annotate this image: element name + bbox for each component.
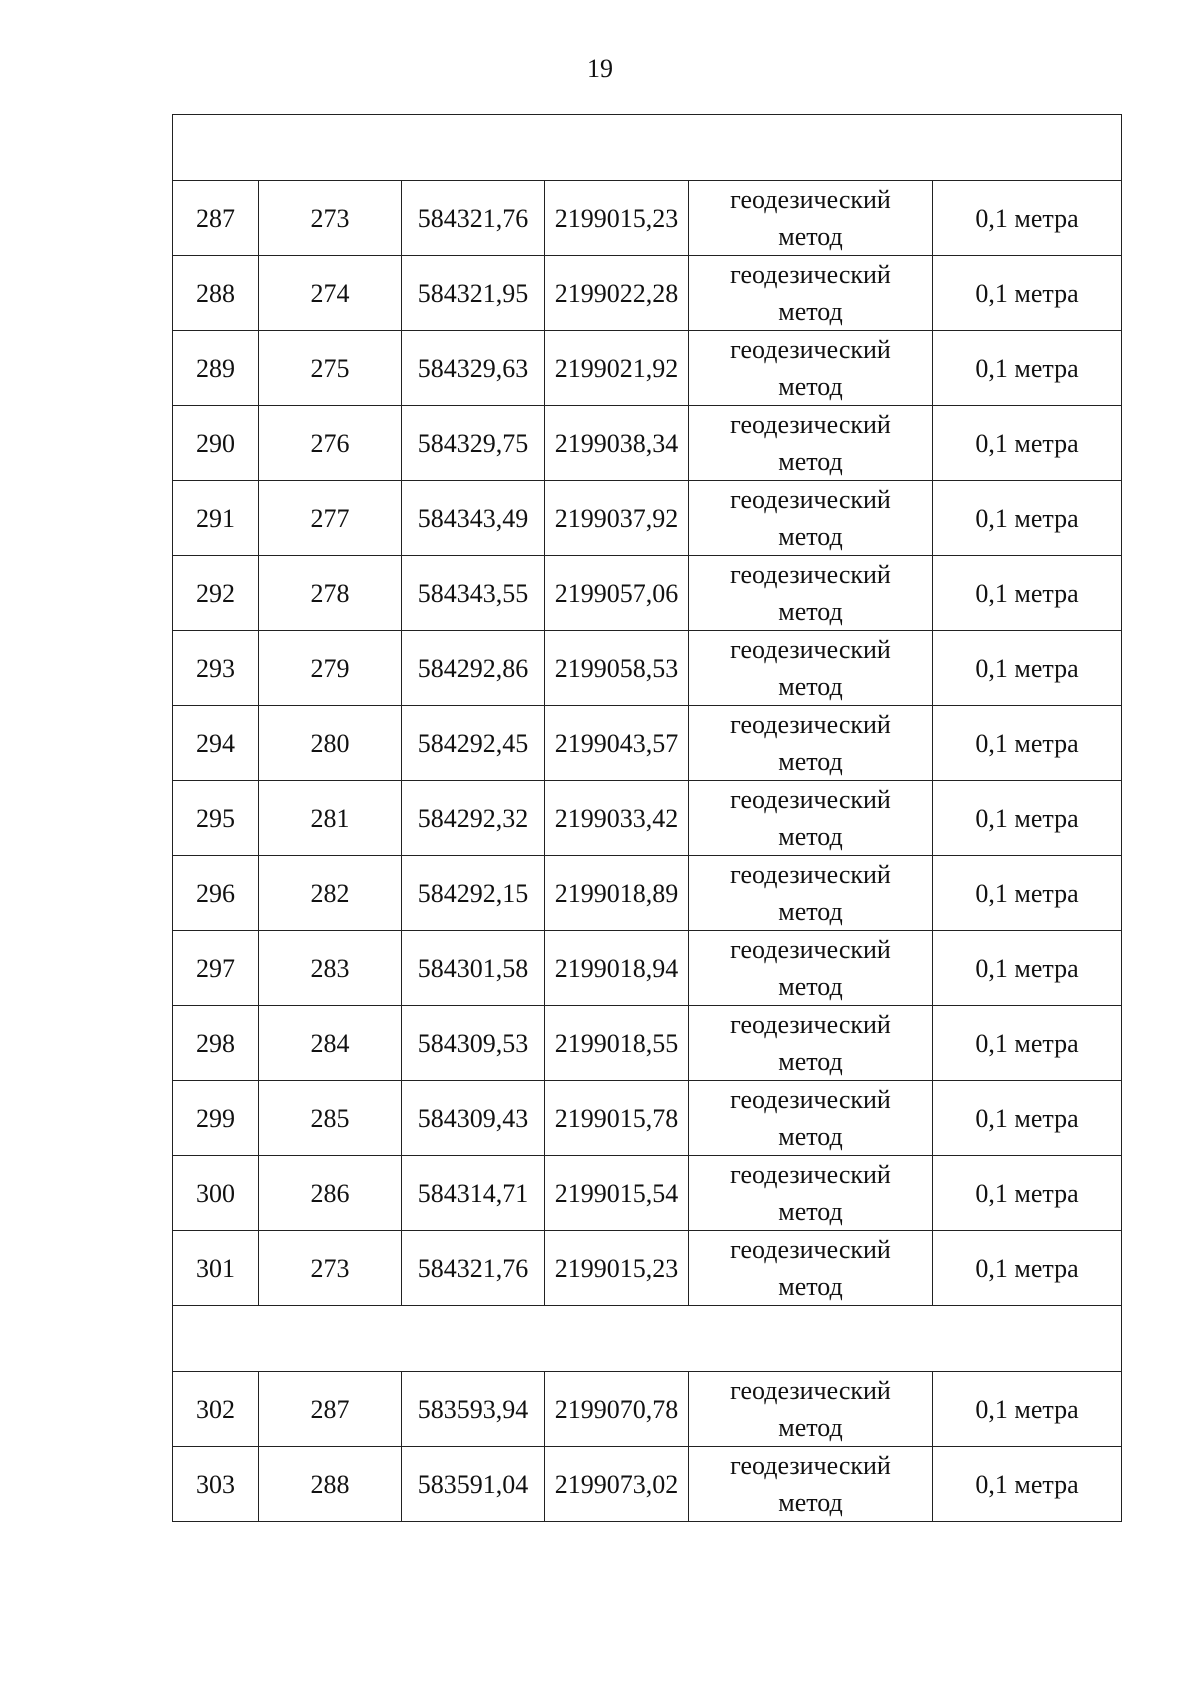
table-row	[173, 406, 1122, 481]
cell-row-number: 292	[173, 556, 259, 631]
table-row	[173, 781, 1122, 856]
method-line-1: геодезический	[730, 560, 891, 589]
method-line-1: геодезический	[730, 935, 891, 964]
method-line-2: метод	[778, 297, 843, 326]
cell-row-number: 298	[173, 1006, 259, 1081]
method-line-1: геодезический	[730, 785, 891, 814]
cell-row-number: 295	[173, 781, 259, 856]
section-separator-cell	[173, 115, 1122, 181]
cell-y-coordinate: 2199033,42	[545, 781, 689, 856]
cell-method	[689, 1081, 933, 1156]
table-row	[173, 1006, 1122, 1081]
page-number: 19	[587, 54, 613, 83]
cell-y-coordinate: 2199070,78	[545, 1372, 689, 1447]
cell-y-coordinate: 2199015,54	[545, 1156, 689, 1231]
cell-accuracy: 0,1 метра	[933, 1081, 1122, 1156]
cell-y-coordinate: 2199015,23	[545, 181, 689, 256]
method-line-2: метод	[778, 897, 843, 926]
method-line-2: метод	[778, 1197, 843, 1226]
cell-row-number: 293	[173, 631, 259, 706]
cell-row-number: 290	[173, 406, 259, 481]
cell-y-coordinate: 2199018,89	[545, 856, 689, 931]
cell-row-number: 300	[173, 1156, 259, 1231]
method-line-2: метод	[778, 1488, 843, 1517]
cell-point-number: 273	[259, 1231, 402, 1306]
cell-accuracy: 0,1 метра	[933, 331, 1122, 406]
cell-accuracy: 0,1 метра	[933, 256, 1122, 331]
cell-point-number: 279	[259, 631, 402, 706]
cell-point-number: 273	[259, 181, 402, 256]
cell-x-coordinate: 584292,15	[402, 856, 545, 931]
method-line-2: метод	[778, 972, 843, 1001]
cell-x-coordinate: 584329,63	[402, 331, 545, 406]
table-row	[173, 1081, 1122, 1156]
method-line-1: геодезический	[730, 185, 891, 214]
cell-y-coordinate: 2199037,92	[545, 481, 689, 556]
cell-method	[689, 556, 933, 631]
table-row	[173, 256, 1122, 331]
method-line-2: метод	[778, 597, 843, 626]
coordinates-table-body	[173, 115, 1122, 1522]
cell-accuracy: 0,1 метра	[933, 1156, 1122, 1231]
cell-y-coordinate: 2199043,57	[545, 706, 689, 781]
cell-accuracy: 0,1 метра	[933, 781, 1122, 856]
cell-point-number: 286	[259, 1156, 402, 1231]
cell-accuracy: 0,1 метра	[933, 481, 1122, 556]
method-line-1: геодезический	[730, 335, 891, 364]
cell-row-number: 291	[173, 481, 259, 556]
cell-method	[689, 1447, 933, 1522]
table-row	[173, 856, 1122, 931]
method-line-2: метод	[778, 447, 843, 476]
cell-accuracy: 0,1 метра	[933, 931, 1122, 1006]
cell-x-coordinate: 583593,94	[402, 1372, 545, 1447]
cell-method	[689, 781, 933, 856]
cell-accuracy: 0,1 метра	[933, 181, 1122, 256]
cell-x-coordinate: 584321,76	[402, 1231, 545, 1306]
method-line-2: метод	[778, 672, 843, 701]
cell-row-number: 288	[173, 256, 259, 331]
cell-y-coordinate: 2199015,23	[545, 1231, 689, 1306]
cell-x-coordinate: 584314,71	[402, 1156, 545, 1231]
cell-point-number: 287	[259, 1372, 402, 1447]
cell-method	[689, 481, 933, 556]
cell-row-number: 302	[173, 1372, 259, 1447]
table-row	[173, 481, 1122, 556]
cell-method	[689, 631, 933, 706]
method-line-1: геодезический	[730, 860, 891, 889]
cell-point-number: 278	[259, 556, 402, 631]
cell-x-coordinate: 584309,53	[402, 1006, 545, 1081]
cell-y-coordinate: 2199021,92	[545, 331, 689, 406]
cell-x-coordinate: 584321,76	[402, 181, 545, 256]
cell-point-number: 288	[259, 1447, 402, 1522]
method-line-1: геодезический	[730, 260, 891, 289]
cell-row-number: 296	[173, 856, 259, 931]
table-row	[173, 331, 1122, 406]
cell-y-coordinate: 2199015,78	[545, 1081, 689, 1156]
cell-point-number: 277	[259, 481, 402, 556]
method-line-2: метод	[778, 372, 843, 401]
cell-x-coordinate: 584292,86	[402, 631, 545, 706]
cell-accuracy: 0,1 метра	[933, 1372, 1122, 1447]
cell-row-number: 294	[173, 706, 259, 781]
method-line-2: метод	[778, 1413, 843, 1442]
cell-y-coordinate: 2199057,06	[545, 556, 689, 631]
cell-x-coordinate: 584321,95	[402, 256, 545, 331]
method-line-1: геодезический	[730, 1085, 891, 1114]
method-line-2: метод	[778, 1272, 843, 1301]
method-line-2: метод	[778, 1047, 843, 1076]
method-line-1: геодезический	[730, 1010, 891, 1039]
cell-row-number: 301	[173, 1231, 259, 1306]
cell-row-number: 299	[173, 1081, 259, 1156]
table-row	[173, 1231, 1122, 1306]
cell-row-number: 289	[173, 331, 259, 406]
cell-x-coordinate: 584292,45	[402, 706, 545, 781]
cell-accuracy: 0,1 метра	[933, 556, 1122, 631]
section-separator-cell	[173, 1306, 1122, 1372]
cell-method	[689, 1372, 933, 1447]
method-line-1: геодезический	[730, 635, 891, 664]
table-row	[173, 931, 1122, 1006]
method-line-1: геодезический	[730, 1160, 891, 1189]
cell-point-number: 281	[259, 781, 402, 856]
table-row	[173, 1156, 1122, 1231]
cell-accuracy: 0,1 метра	[933, 706, 1122, 781]
cell-method	[689, 406, 933, 481]
cell-accuracy: 0,1 метра	[933, 856, 1122, 931]
coordinates-table	[172, 114, 1122, 1522]
method-line-2: метод	[778, 822, 843, 851]
table-row	[173, 1447, 1122, 1522]
cell-y-coordinate: 2199038,34	[545, 406, 689, 481]
cell-row-number: 287	[173, 181, 259, 256]
table-row	[173, 1372, 1122, 1447]
cell-x-coordinate: 584329,75	[402, 406, 545, 481]
table-row	[173, 181, 1122, 256]
cell-y-coordinate: 2199058,53	[545, 631, 689, 706]
section-separator-row	[173, 115, 1122, 181]
table-row	[173, 706, 1122, 781]
method-line-2: метод	[778, 747, 843, 776]
section-separator-row	[173, 1306, 1122, 1372]
cell-accuracy: 0,1 метра	[933, 1006, 1122, 1081]
method-line-2: метод	[778, 522, 843, 551]
cell-accuracy: 0,1 метра	[933, 1447, 1122, 1522]
cell-point-number: 275	[259, 331, 402, 406]
method-line-1: геодезический	[730, 410, 891, 439]
cell-point-number: 282	[259, 856, 402, 931]
cell-x-coordinate: 584301,58	[402, 931, 545, 1006]
method-line-1: геодезический	[730, 1235, 891, 1264]
method-line-2: метод	[778, 1122, 843, 1151]
cell-y-coordinate: 2199018,55	[545, 1006, 689, 1081]
cell-row-number: 303	[173, 1447, 259, 1522]
method-line-1: геодезический	[730, 710, 891, 739]
cell-point-number: 285	[259, 1081, 402, 1156]
cell-y-coordinate: 2199022,28	[545, 256, 689, 331]
cell-point-number: 280	[259, 706, 402, 781]
cell-method	[689, 706, 933, 781]
cell-accuracy: 0,1 метра	[933, 406, 1122, 481]
cell-method	[689, 256, 933, 331]
cell-method	[689, 1231, 933, 1306]
cell-method	[689, 181, 933, 256]
method-line-1: геодезический	[730, 485, 891, 514]
table-row	[173, 556, 1122, 631]
cell-point-number: 276	[259, 406, 402, 481]
cell-point-number: 274	[259, 256, 402, 331]
cell-method	[689, 331, 933, 406]
method-line-1: геодезический	[730, 1451, 891, 1480]
cell-row-number: 297	[173, 931, 259, 1006]
cell-x-coordinate: 584343,55	[402, 556, 545, 631]
cell-x-coordinate: 584309,43	[402, 1081, 545, 1156]
cell-method	[689, 1156, 933, 1231]
cell-method	[689, 1006, 933, 1081]
table-row	[173, 631, 1122, 706]
cell-accuracy: 0,1 метра	[933, 631, 1122, 706]
cell-point-number: 283	[259, 931, 402, 1006]
method-line-1: геодезический	[730, 1376, 891, 1405]
cell-accuracy: 0,1 метра	[933, 1231, 1122, 1306]
cell-x-coordinate: 583591,04	[402, 1447, 545, 1522]
cell-x-coordinate: 584292,32	[402, 781, 545, 856]
cell-x-coordinate: 584343,49	[402, 481, 545, 556]
method-line-2: метод	[778, 222, 843, 251]
cell-method	[689, 856, 933, 931]
cell-method	[689, 931, 933, 1006]
cell-point-number: 284	[259, 1006, 402, 1081]
cell-y-coordinate: 2199018,94	[545, 931, 689, 1006]
cell-y-coordinate: 2199073,02	[545, 1447, 689, 1522]
